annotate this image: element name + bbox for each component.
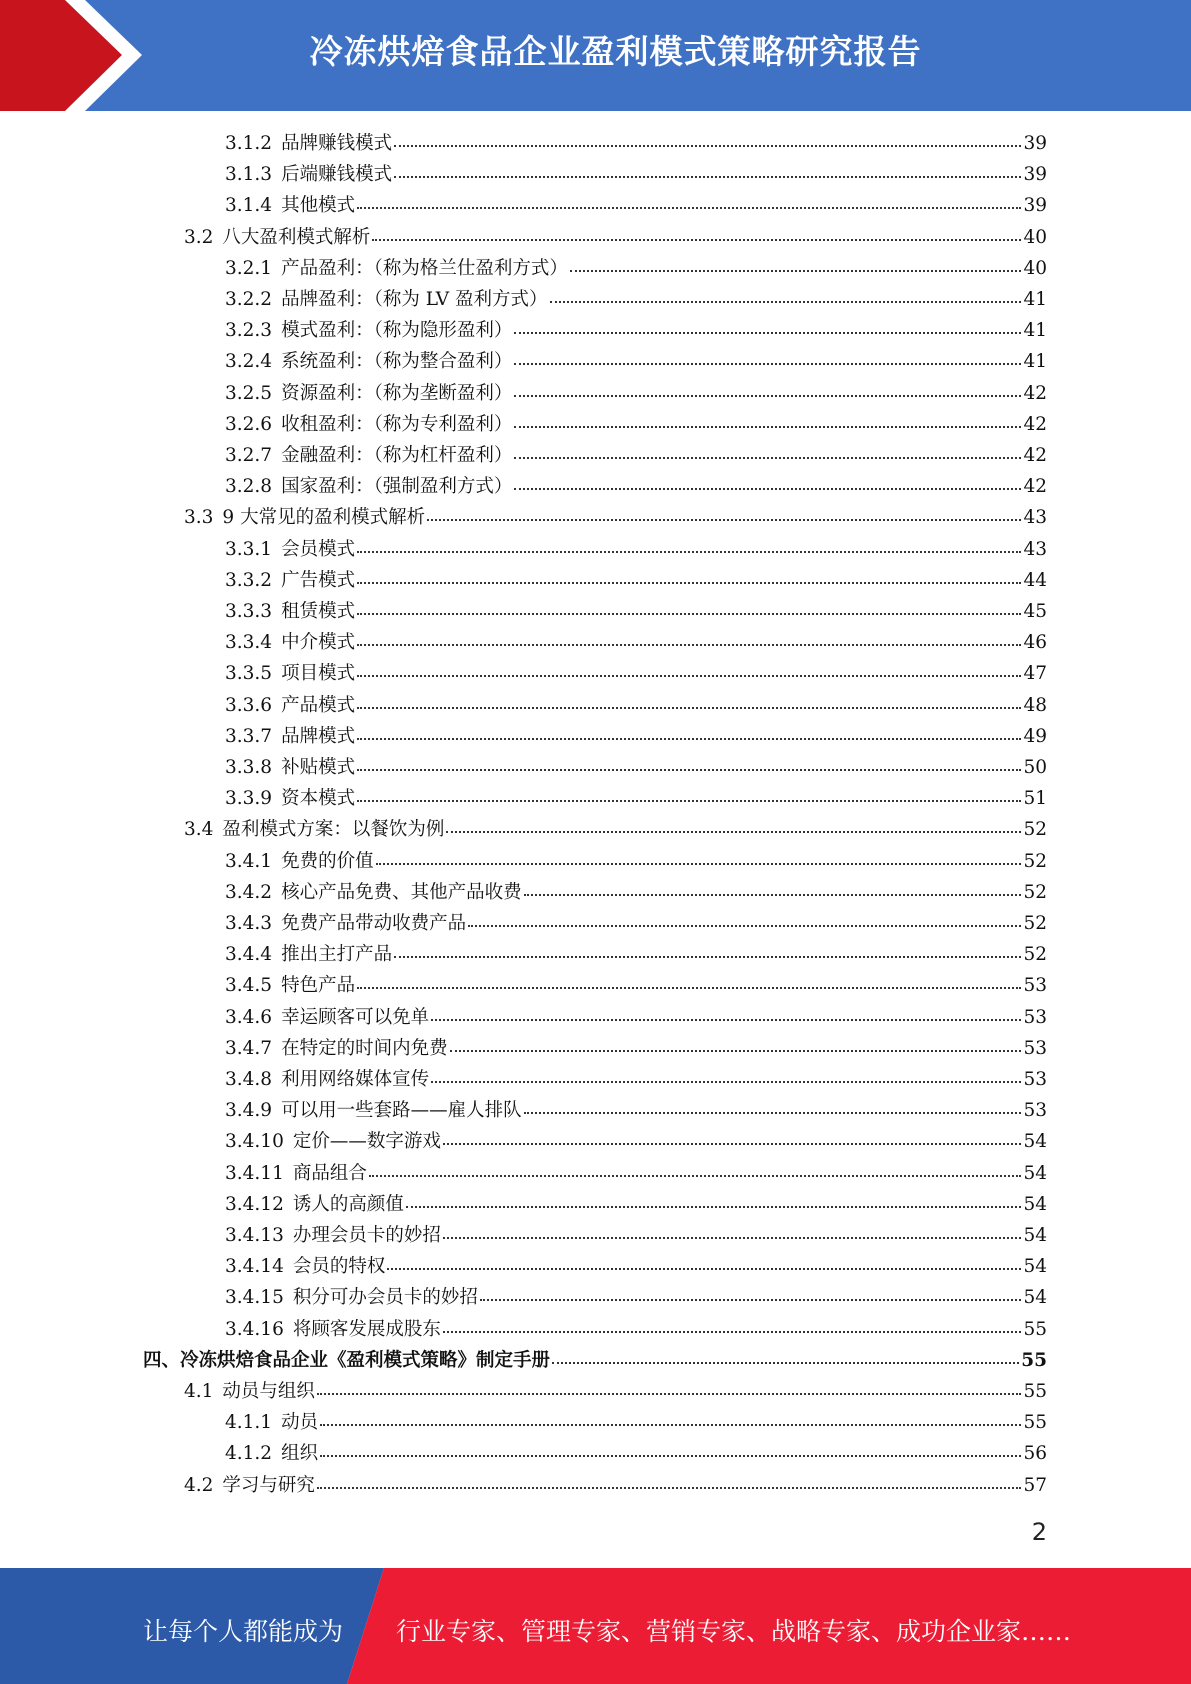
- toc-dot-leader: [446, 831, 1021, 833]
- toc-entry[interactable]: [225, 1002, 1047, 1033]
- toc-entry-page: 39: [1023, 195, 1047, 217]
- toc-entry[interactable]: [225, 534, 1047, 565]
- toc-entry[interactable]: [225, 159, 1047, 190]
- toc-entry[interactable]: [225, 596, 1047, 627]
- page-number: 2: [1031, 1518, 1047, 1546]
- toc-entry-title: 定价——数字游戏: [292, 1131, 441, 1153]
- toc-entry-title: 办理会员卡的妙招: [292, 1225, 441, 1246]
- toc-entry[interactable]: [225, 1189, 1047, 1220]
- toc-dot-leader: [480, 1299, 1022, 1301]
- toc-entry-title: 诱人的高颜值: [292, 1193, 404, 1215]
- toc-entry[interactable]: [225, 690, 1047, 721]
- toc-entry[interactable]: [184, 502, 1047, 533]
- toc-entry-title: 四、冷冻烘焙食品企业《盈利模式策略》制定手册: [143, 1349, 551, 1371]
- toc-entry-title: 品牌盈利：（称为 LV 盈利方式）: [281, 289, 548, 310]
- toc-entry-title: 在特定的时间内免费: [281, 1037, 448, 1059]
- toc-entry[interactable]: [225, 471, 1047, 502]
- toc-entry-number: 3.3.1: [225, 538, 273, 560]
- toc-entry[interactable]: [225, 1251, 1047, 1282]
- toc-entry-number: 3.4.14: [225, 1256, 284, 1278]
- toc-entry-title: 模式盈利：（称为隐形盈利）: [281, 320, 513, 342]
- toc-dot-leader: [372, 239, 1021, 241]
- toc-entry-page: 41: [1023, 320, 1047, 342]
- toc-entry-title: 幸运顾客可以免单: [281, 1006, 430, 1028]
- toc-entry-number: 3.4.16: [225, 1318, 284, 1340]
- toc-entry[interactable]: [225, 783, 1047, 814]
- toc-entry-page: 39: [1023, 133, 1047, 154]
- toc-dot-leader: [357, 207, 1021, 209]
- toc-entry-title: 核心产品免费、其他产品收费: [281, 881, 522, 903]
- toc-entry-number: 3.3.5: [225, 663, 273, 685]
- toc-entry-title: 可以用一些套路——雇人排队: [281, 1100, 522, 1122]
- toc-entry[interactable]: [225, 846, 1047, 877]
- toc-entry-page: 52: [1023, 944, 1047, 966]
- toc-dot-leader: [524, 894, 1022, 896]
- toc-entry-number: 3.4.2: [225, 881, 273, 903]
- toc-entry[interactable]: [225, 190, 1047, 221]
- toc-entry[interactable]: [225, 1407, 1047, 1438]
- toc-entry-page: 54: [1023, 1225, 1047, 1246]
- toc-entry-number: 3.3.3: [225, 601, 273, 622]
- toc-entry-number: 3.4.8: [225, 1069, 273, 1090]
- toc-entry-title: 会员的特权: [292, 1256, 386, 1278]
- toc-entry-page: 56: [1023, 1443, 1047, 1465]
- toc-entry-number: 3.4.7: [225, 1037, 273, 1059]
- toc-entry-title: 推出主打产品: [281, 944, 393, 966]
- toc-entry-title: 租赁模式: [281, 601, 356, 622]
- page-footer: [0, 1568, 1191, 1684]
- toc-entry-page: 53: [1023, 1006, 1047, 1028]
- toc-entry-number: 3.3.8: [225, 757, 273, 778]
- toc-entry-title: 组织: [281, 1443, 319, 1465]
- toc-entry[interactable]: [225, 752, 1047, 783]
- toc-dot-leader: [514, 395, 1021, 397]
- toc-entry-page: 53: [1023, 1069, 1047, 1090]
- toc-entry[interactable]: [184, 814, 1047, 845]
- footer-slogan-right: 行业专家、管理专家、营销专家、战略专家、成功企业家……: [396, 1617, 1072, 1646]
- toc-entry[interactable]: [225, 128, 1047, 159]
- toc-entry-number: 3.1.4: [225, 195, 273, 217]
- toc-entry-number: 3.3.2: [225, 569, 273, 591]
- toc-entry-title: 9 大常见的盈利模式解析: [222, 507, 426, 529]
- toc-entry[interactable]: [225, 284, 1047, 315]
- toc-entry-page: 42: [1023, 445, 1047, 466]
- toc-dot-leader: [357, 800, 1021, 802]
- toc-entry-number: 3.4.12: [225, 1193, 284, 1215]
- toc-entry-number: 3.1.2: [225, 133, 273, 154]
- toc-entry-title: 金融盈利：（称为杠杆盈利）: [281, 445, 513, 466]
- toc-entry-page: 54: [1023, 1162, 1047, 1184]
- toc-entry[interactable]: [225, 1220, 1047, 1251]
- toc-entry-number: 3.4.15: [225, 1287, 284, 1309]
- toc-entry-title: 资源盈利：（称为垄断盈利）: [281, 382, 513, 404]
- toc-dot-leader: [317, 1487, 1022, 1489]
- toc-entry-number: 4.2: [184, 1474, 214, 1496]
- toc-entry-title: 积分可办会员卡的妙招: [292, 1287, 478, 1309]
- toc-dot-leader: [443, 1331, 1022, 1333]
- toc-entry-number: 3.3: [184, 507, 214, 529]
- toc-entry-page: 42: [1023, 382, 1047, 404]
- toc-entry-page: 43: [1023, 507, 1047, 529]
- toc-entry-number: 3.2.1: [225, 257, 273, 279]
- toc-dot-leader: [387, 1268, 1021, 1270]
- toc-dot-leader: [570, 270, 1022, 272]
- toc-entry-page: 55: [1023, 1318, 1047, 1340]
- toc-entry-title: 资本模式: [281, 788, 356, 810]
- toc-entry-page: 52: [1023, 850, 1047, 872]
- toc-entry-number: 3.3.6: [225, 694, 273, 716]
- toc-dot-leader: [357, 582, 1021, 584]
- toc-entry-page: 52: [1023, 881, 1047, 903]
- toc-entry-number: 3.4.6: [225, 1006, 273, 1028]
- toc-entry-number: 3.4.10: [225, 1131, 284, 1153]
- toc-entry-page: 52: [1023, 819, 1047, 841]
- toc-entry-number: 3.4.9: [225, 1100, 273, 1122]
- toc-entry-title: 项目模式: [281, 663, 356, 685]
- toc-entry-number: 3.2.5: [225, 382, 273, 404]
- toc-entry-number: 3.4.13: [225, 1225, 284, 1246]
- footer-slogan-left: 让每个人都能成为: [143, 1617, 344, 1646]
- toc-entry-page: 42: [1023, 476, 1047, 498]
- toc-dot-leader: [552, 1362, 1019, 1364]
- toc-dot-leader: [514, 426, 1021, 428]
- toc-entry-page: 49: [1023, 725, 1047, 747]
- toc-entry-title: 国家盈利：（强制盈利方式）: [281, 476, 513, 498]
- toc-dot-leader: [514, 363, 1021, 365]
- toc-entry-title: 后端赚钱模式: [281, 164, 393, 186]
- toc-entry[interactable]: [225, 1282, 1047, 1313]
- toc-entry-page: 45: [1023, 601, 1047, 622]
- toc-entry[interactable]: [225, 908, 1047, 939]
- toc-entry-number: 3.2.7: [225, 445, 273, 466]
- toc-entry[interactable]: [225, 1126, 1047, 1157]
- toc-entry-title: 其他模式: [281, 195, 356, 217]
- toc-dot-leader: [514, 488, 1021, 490]
- toc-entry[interactable]: [225, 1314, 1047, 1345]
- toc-dot-leader: [357, 707, 1021, 709]
- toc-entry-title: 广告模式: [281, 569, 356, 591]
- toc-dot-leader: [357, 987, 1021, 989]
- toc-entry-page: 52: [1023, 913, 1047, 934]
- toc-dot-leader: [550, 301, 1022, 303]
- toc-entry[interactable]: [143, 1345, 1047, 1376]
- toc-entry-number: 3.3.7: [225, 725, 273, 747]
- toc-entry-page: 54: [1023, 1256, 1047, 1278]
- toc-dot-leader: [431, 1081, 1021, 1083]
- toc-entry-title: 免费产品带动收费产品: [281, 913, 467, 934]
- toc-dot-leader: [514, 457, 1021, 459]
- toc-entry-page: 40: [1023, 226, 1047, 248]
- toc-entry-title: 品牌赚钱模式: [281, 133, 393, 154]
- toc-entry-title: 产品盈利：（称为格兰仕盈利方式）: [281, 257, 568, 279]
- toc-entry-page: 55: [1023, 1412, 1047, 1434]
- toc-entry[interactable]: [225, 658, 1047, 689]
- toc-entry[interactable]: [225, 970, 1047, 1001]
- toc-entry-page: 41: [1023, 351, 1047, 373]
- toc-entry-page: 47: [1023, 663, 1047, 685]
- toc-dot-leader: [394, 145, 1021, 147]
- page-header: [0, 0, 1191, 111]
- toc-entry-page: 55: [1021, 1349, 1047, 1371]
- toc-entry-number: 3.4.11: [225, 1162, 284, 1184]
- toc-entry[interactable]: [225, 1064, 1047, 1095]
- toc-entry-title: 产品模式: [281, 694, 356, 716]
- toc-entry[interactable]: [225, 627, 1047, 658]
- toc-entry-number: 3.4.3: [225, 913, 273, 934]
- toc-entry-page: 50: [1023, 757, 1047, 778]
- toc-entry[interactable]: [225, 315, 1047, 346]
- toc-entry-number: 3.2.8: [225, 476, 273, 498]
- toc-entry-number: 3.2.3: [225, 320, 273, 342]
- toc-dot-leader: [357, 613, 1021, 615]
- toc-entry[interactable]: [225, 346, 1047, 377]
- toc-entry-title: 品牌模式: [281, 725, 356, 747]
- toc-entry-number: 3.4.4: [225, 944, 273, 966]
- toc-dot-leader: [394, 176, 1021, 178]
- toc-entry-title: 特色产品: [281, 975, 356, 997]
- toc-entry[interactable]: [184, 1470, 1047, 1501]
- toc-dot-leader: [406, 1206, 1022, 1208]
- toc-dot-leader: [431, 1019, 1021, 1021]
- toc-entry-number: 4.1.1: [225, 1412, 273, 1434]
- toc-entry-page: 40: [1023, 257, 1047, 279]
- toc-entry-title: 利用网络媒体宣传: [281, 1069, 430, 1090]
- toc-entry-title: 学习与研究: [222, 1474, 315, 1496]
- toc-dot-leader: [450, 1050, 1022, 1052]
- toc-entry-number: 3.4.1: [225, 850, 273, 872]
- toc-dot-leader: [468, 925, 1021, 927]
- toc-dot-leader: [514, 332, 1021, 334]
- toc-entry-number: 4.1.2: [225, 1443, 273, 1465]
- toc-entry-page: 51: [1023, 788, 1047, 810]
- toc-entry[interactable]: [225, 253, 1047, 284]
- toc-entry-title: 盈利模式方案：以餐饮为例: [222, 819, 445, 841]
- toc-entry-page: 42: [1023, 413, 1047, 435]
- toc-entry[interactable]: [225, 1033, 1047, 1064]
- toc-entry[interactable]: [225, 877, 1047, 908]
- toc-entry-number: 3.1.3: [225, 164, 273, 186]
- toc-entry-title: 动员: [281, 1412, 319, 1434]
- toc-dot-leader: [443, 1143, 1022, 1145]
- toc-dot-leader: [357, 551, 1021, 553]
- toc-entry[interactable]: [225, 440, 1047, 471]
- toc-dot-leader: [320, 1455, 1021, 1457]
- toc-entry[interactable]: [225, 1095, 1047, 1126]
- document-title: 冷冻烘焙食品企业盈利模式策略研究报告: [309, 32, 922, 71]
- toc-entry-page: 44: [1023, 569, 1047, 591]
- toc-dot-leader: [443, 1237, 1022, 1239]
- toc-entry-title: 将顾客发展成股东: [292, 1318, 441, 1340]
- toc-entry[interactable]: [225, 721, 1047, 752]
- toc-entry-title: 动员与组织: [222, 1381, 315, 1402]
- toc-entry-page: 53: [1023, 975, 1047, 997]
- toc-entry-number: 3.3.9: [225, 788, 273, 810]
- toc-entry-page: 53: [1023, 1100, 1047, 1122]
- toc-entry-page: 55: [1023, 1381, 1047, 1402]
- toc-entry-title: 会员模式: [281, 538, 356, 560]
- toc-entry-page: 53: [1023, 1037, 1047, 1059]
- toc-entry-page: 43: [1023, 538, 1047, 560]
- toc-entry-number: 3.2.6: [225, 413, 273, 435]
- toc-dot-leader: [320, 1424, 1021, 1426]
- toc-entry-number: 3.2.4: [225, 351, 273, 373]
- toc-dot-leader: [357, 644, 1021, 646]
- toc-entry-page: 54: [1023, 1287, 1047, 1309]
- toc-entry[interactable]: [225, 939, 1047, 970]
- toc-entry-number: 3.2: [184, 226, 214, 248]
- toc-entry-title: 补贴模式: [281, 757, 356, 778]
- toc-entry-page: 39: [1023, 164, 1047, 186]
- toc-dot-leader: [357, 675, 1021, 677]
- toc-dot-leader: [524, 1112, 1022, 1114]
- toc-entry-number: 4.1: [184, 1381, 214, 1402]
- toc-entry-number: 3.4.5: [225, 975, 273, 997]
- toc-entry[interactable]: [184, 222, 1047, 253]
- toc-entry-page: 48: [1023, 694, 1047, 716]
- toc-entry-page: 41: [1023, 289, 1047, 310]
- toc-entry-title: 八大盈利模式解析: [222, 226, 371, 248]
- toc-dot-leader: [376, 863, 1022, 865]
- toc-entry[interactable]: [225, 378, 1047, 409]
- toc-entry-title: 收租盈利：（称为专利盈利）: [281, 413, 513, 435]
- toc-dot-leader: [357, 769, 1021, 771]
- toc-entry-number: 3.3.4: [225, 632, 273, 654]
- toc-dot-leader: [369, 1175, 1022, 1177]
- toc-entry[interactable]: [225, 409, 1047, 440]
- toc-dot-leader: [317, 1393, 1022, 1395]
- toc-entry-number: 3.2.2: [225, 289, 273, 310]
- toc-dot-leader: [427, 519, 1021, 521]
- toc-entry[interactable]: [184, 1376, 1047, 1407]
- toc-entry[interactable]: [225, 1438, 1047, 1469]
- toc-entry-page: 54: [1023, 1193, 1047, 1215]
- toc-dot-leader: [357, 738, 1021, 740]
- toc-entry-title: 中介模式: [281, 632, 356, 654]
- toc-entry-title: 商品组合: [292, 1162, 367, 1184]
- toc-entry-page: 46: [1023, 632, 1047, 654]
- toc-dot-leader: [394, 956, 1021, 958]
- toc-entry-number: 3.4: [184, 819, 214, 841]
- toc-entry-page: 57: [1023, 1474, 1047, 1496]
- toc-entry-page: 54: [1023, 1131, 1047, 1153]
- toc-entry-title: 系统盈利：（称为整合盈利）: [281, 351, 513, 373]
- toc-entry[interactable]: [225, 565, 1047, 596]
- toc-entry-title: 免费的价值: [281, 850, 374, 872]
- toc-entry[interactable]: [225, 1158, 1047, 1189]
